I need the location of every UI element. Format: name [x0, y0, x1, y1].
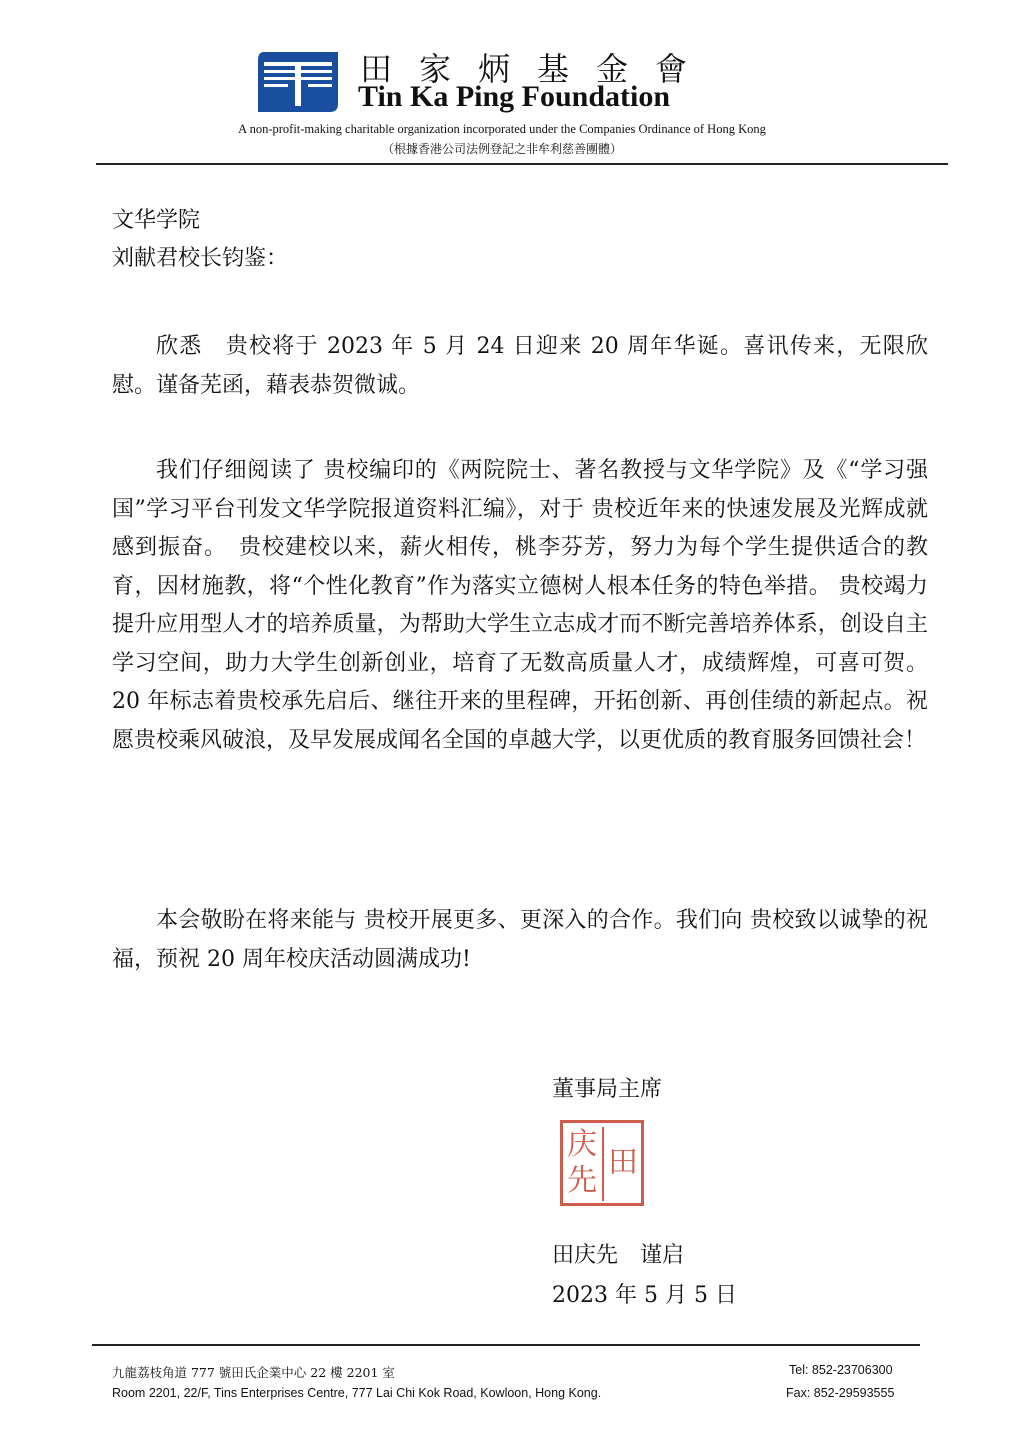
org-subtitle-zh: （根據香港公司法例登記之非牟利慈善團體）: [381, 142, 622, 156]
seal-char: 田: [608, 1145, 638, 1180]
footer-fax: Fax: 852-29593555: [786, 1386, 895, 1400]
letterhead: [0, 0, 1024, 170]
footer-address-en: Room 2201, 22/F, Tins Enterprises Centre, 777 Lai Chi Kok Road, Kowloon, Hong Kong.: [112, 1386, 602, 1400]
salutation: [112, 202, 928, 278]
seal-char: 庆: [567, 1127, 597, 1162]
footer-address-zh: 九龍荔枝角道 777 號田氏企業中心 22 樓 2201 室: [112, 1365, 395, 1380]
org-name-zh: 田家炳基金會: [360, 50, 715, 88]
tkp-foundation-logo-icon: [258, 52, 338, 112]
paragraph-text: 本会敬盼在将来能与 贵校开展更多、更深入的合作。我们向 贵校致以诚挚的祝福，预祝 20 周年校庆活动圆满成功!: [112, 908, 928, 972]
org-subtitle-en: A non-profit-making charitable organization incorporated under the Companies Ordinance of Hong Kong: [238, 122, 766, 136]
recipient-person: 刘献君校长钧鉴：: [112, 246, 289, 271]
letter-paragraph-2: [112, 452, 928, 760]
letter-date: 2023 年 5 月 5 日: [552, 1283, 737, 1308]
seal-stamp: [560, 1120, 644, 1206]
footer-divider: [92, 1344, 920, 1346]
signatory-title: 董事局主席: [552, 1077, 663, 1102]
recipient-org: 文华学院: [112, 208, 201, 233]
seal-divider: [602, 1127, 604, 1201]
letter-paragraph-3: [112, 902, 928, 979]
footer-tel: Tel: 852-23706300: [789, 1363, 893, 1377]
seal-char: 先: [567, 1163, 597, 1198]
signatory-name: 田庆先 谨启: [552, 1243, 685, 1268]
letter-paragraph-1: [112, 328, 928, 405]
header-divider: [96, 163, 948, 165]
paragraph-text: 我们仔细阅读了 贵校编印的《两院院士、著名教授与文华学院》及《“学习强国”学习平台刊发文华学院报道资料汇编》，对于 贵校近年来的快速发展及光辉成就感到振奋。 贵校建校以来，薪火相传，桃李芬芳，努力为每个学生提供适合的教育，因材施教，将“个性化教育”作为落实立德树人根本任务的特色举措。 贵校竭力提升应用型人才的培养质量，为帮助大学生立志成才而不断完善培养体系，创设自主学习空间，助力大学生创新创业，培育了无数高质量人才，成绩辉煌，可喜可贺。20 年标志着贵校承先启后、继往开来的里程碑，开拓创新、再创佳绩的新起点。祝愿贵校乘风破浪，及早发展成闻名全国的卓越大学，以更优质的教育服务回馈社会！: [112, 458, 928, 753]
org-name-en: Tin Ka Ping Foundation: [358, 80, 671, 113]
paragraph-text: 欣悉 贵校将于 2023 年 5 月 24 日迎来 20 周年华诞。喜讯传来，无限欣慰。谨备芜函，藉表恭贺微诚。: [112, 334, 928, 398]
